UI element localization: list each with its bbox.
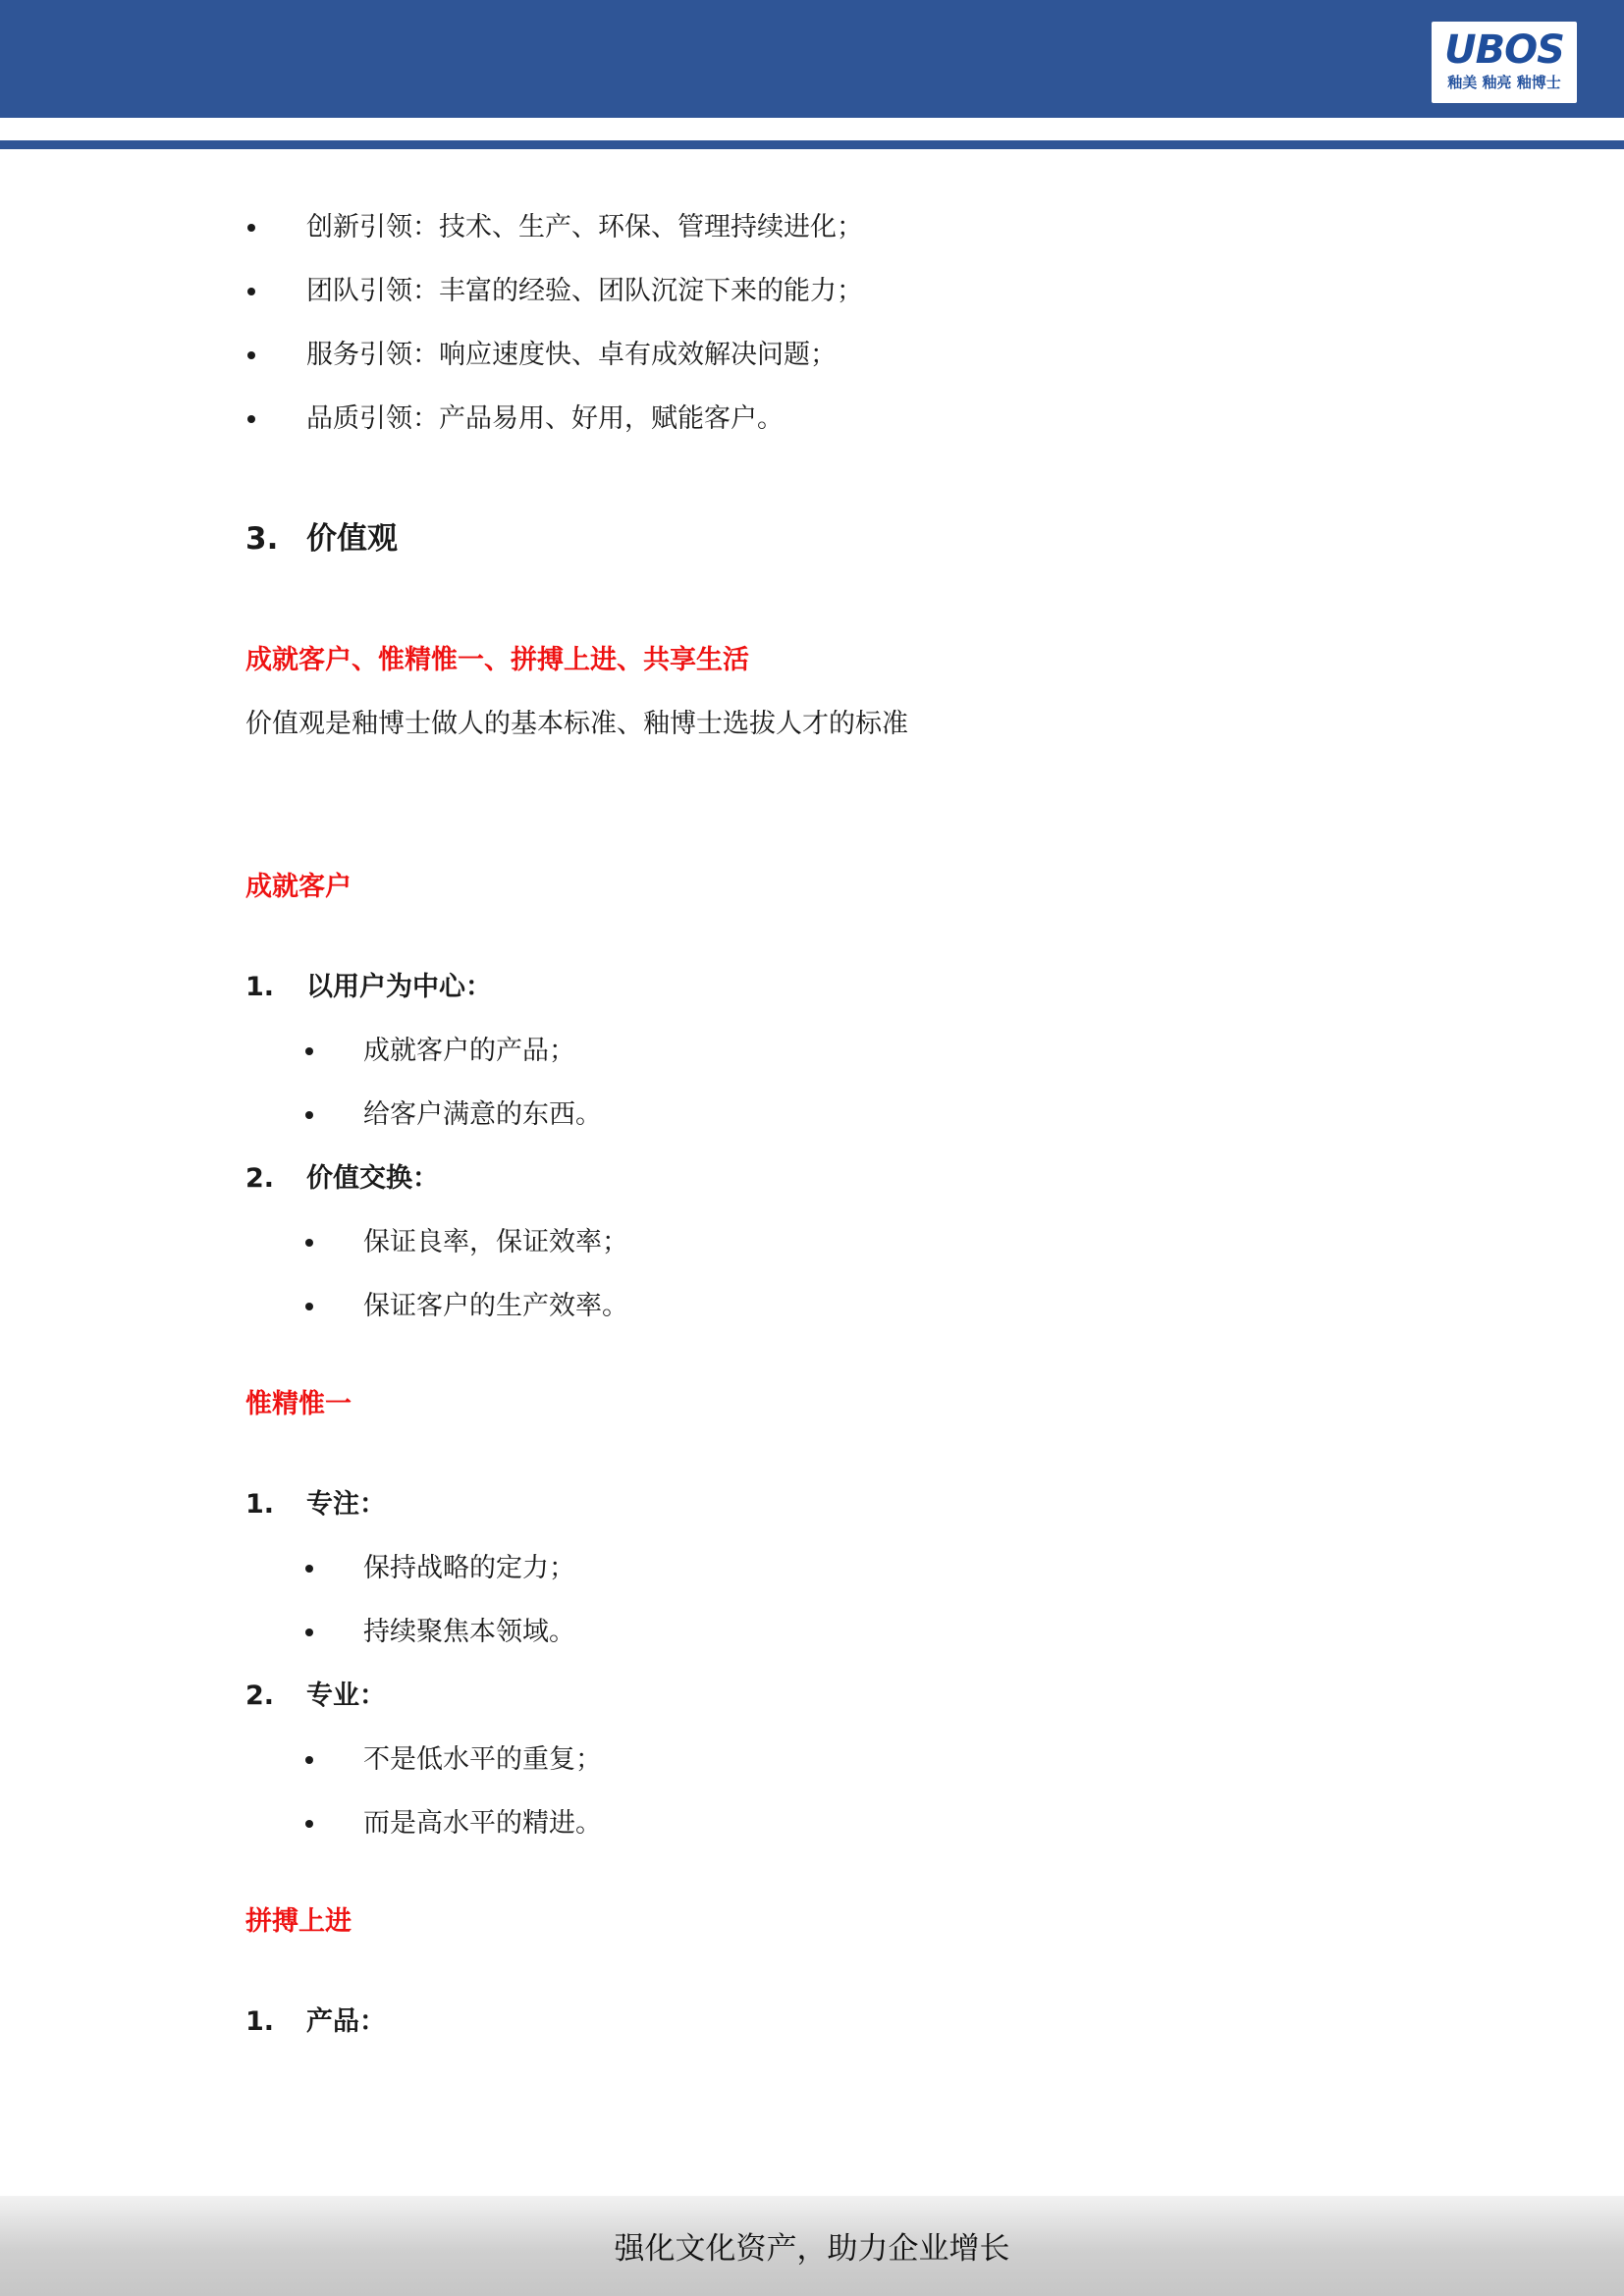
item-number: 1. [245,972,275,1002]
item-label: 价值交换： [306,1163,439,1194]
sub-bullet: 而是高水平的精进。 [363,1808,602,1839]
footer-slogan: 强化文化资产，助力企业增长 [614,2231,1010,2267]
bullet-dot [247,224,255,232]
bullet-dot [247,415,255,423]
header-rule [0,140,1624,149]
bullet-dot [247,351,255,359]
sub-bullet: 给客户满意的东西。 [363,1099,602,1130]
item-label: 专业： [306,1681,386,1711]
sub-bullet: 持续聚焦本领域。 [363,1617,575,1647]
bullet-dot [305,1629,313,1636]
bullet-dot [305,1111,313,1119]
logo-mark: UBOS [1444,27,1564,73]
section-title: 价值观 [306,521,398,557]
bullet-dot [305,1047,313,1055]
list-item: 创新引领：技术、生产、环保、管理持续进化； [306,212,863,242]
item-number: 1. [245,2006,275,2037]
sub-bullet: 不是低水平的重复； [363,1744,602,1775]
bullet-dot [305,1565,313,1573]
section-number: 3. [245,521,279,557]
bullet-dot [305,1303,313,1310]
values-headline: 成就客户、惟精惟一、拼搏上进、共享生活 [245,645,749,675]
group-title-striving: 拼搏上进 [245,1906,352,1937]
list-item: 服务引领：响应速度快、卓有成效解决问题； [306,340,837,370]
sub-bullet: 保持战略的定力； [363,1553,575,1583]
bullet-dot [305,1820,313,1828]
bullet-dot [305,1239,313,1247]
sub-bullet: 成就客户的产品； [363,1036,575,1066]
item-label: 以用户为中心： [306,972,492,1002]
item-label: 专注： [306,1489,386,1520]
item-number: 2. [245,1681,275,1711]
sub-bullet: 保证良率，保证效率； [363,1227,628,1257]
sub-bullet: 保证客户的生产效率。 [363,1291,628,1321]
list-item: 品质引领：产品易用、好用，赋能客户。 [306,403,784,434]
ubos-logo [1432,22,1577,103]
item-label: 产品： [306,2006,386,2037]
bullet-dot [247,288,255,295]
item-number: 2. [245,1163,275,1194]
logo-subtitle: 釉美 釉亮 釉博士 [1447,74,1561,91]
group-title-precision: 惟精惟一 [245,1389,352,1419]
item-number: 1. [245,1489,275,1520]
header-band [0,0,1624,118]
list-item: 团队引领：丰富的经验、团队沉淀下来的能力； [306,276,863,306]
group-title-customer-success: 成就客户 [245,872,352,902]
values-description: 价值观是釉博士做人的基本标准、釉博士选拔人才的标准 [245,709,908,739]
bullet-dot [305,1756,313,1764]
